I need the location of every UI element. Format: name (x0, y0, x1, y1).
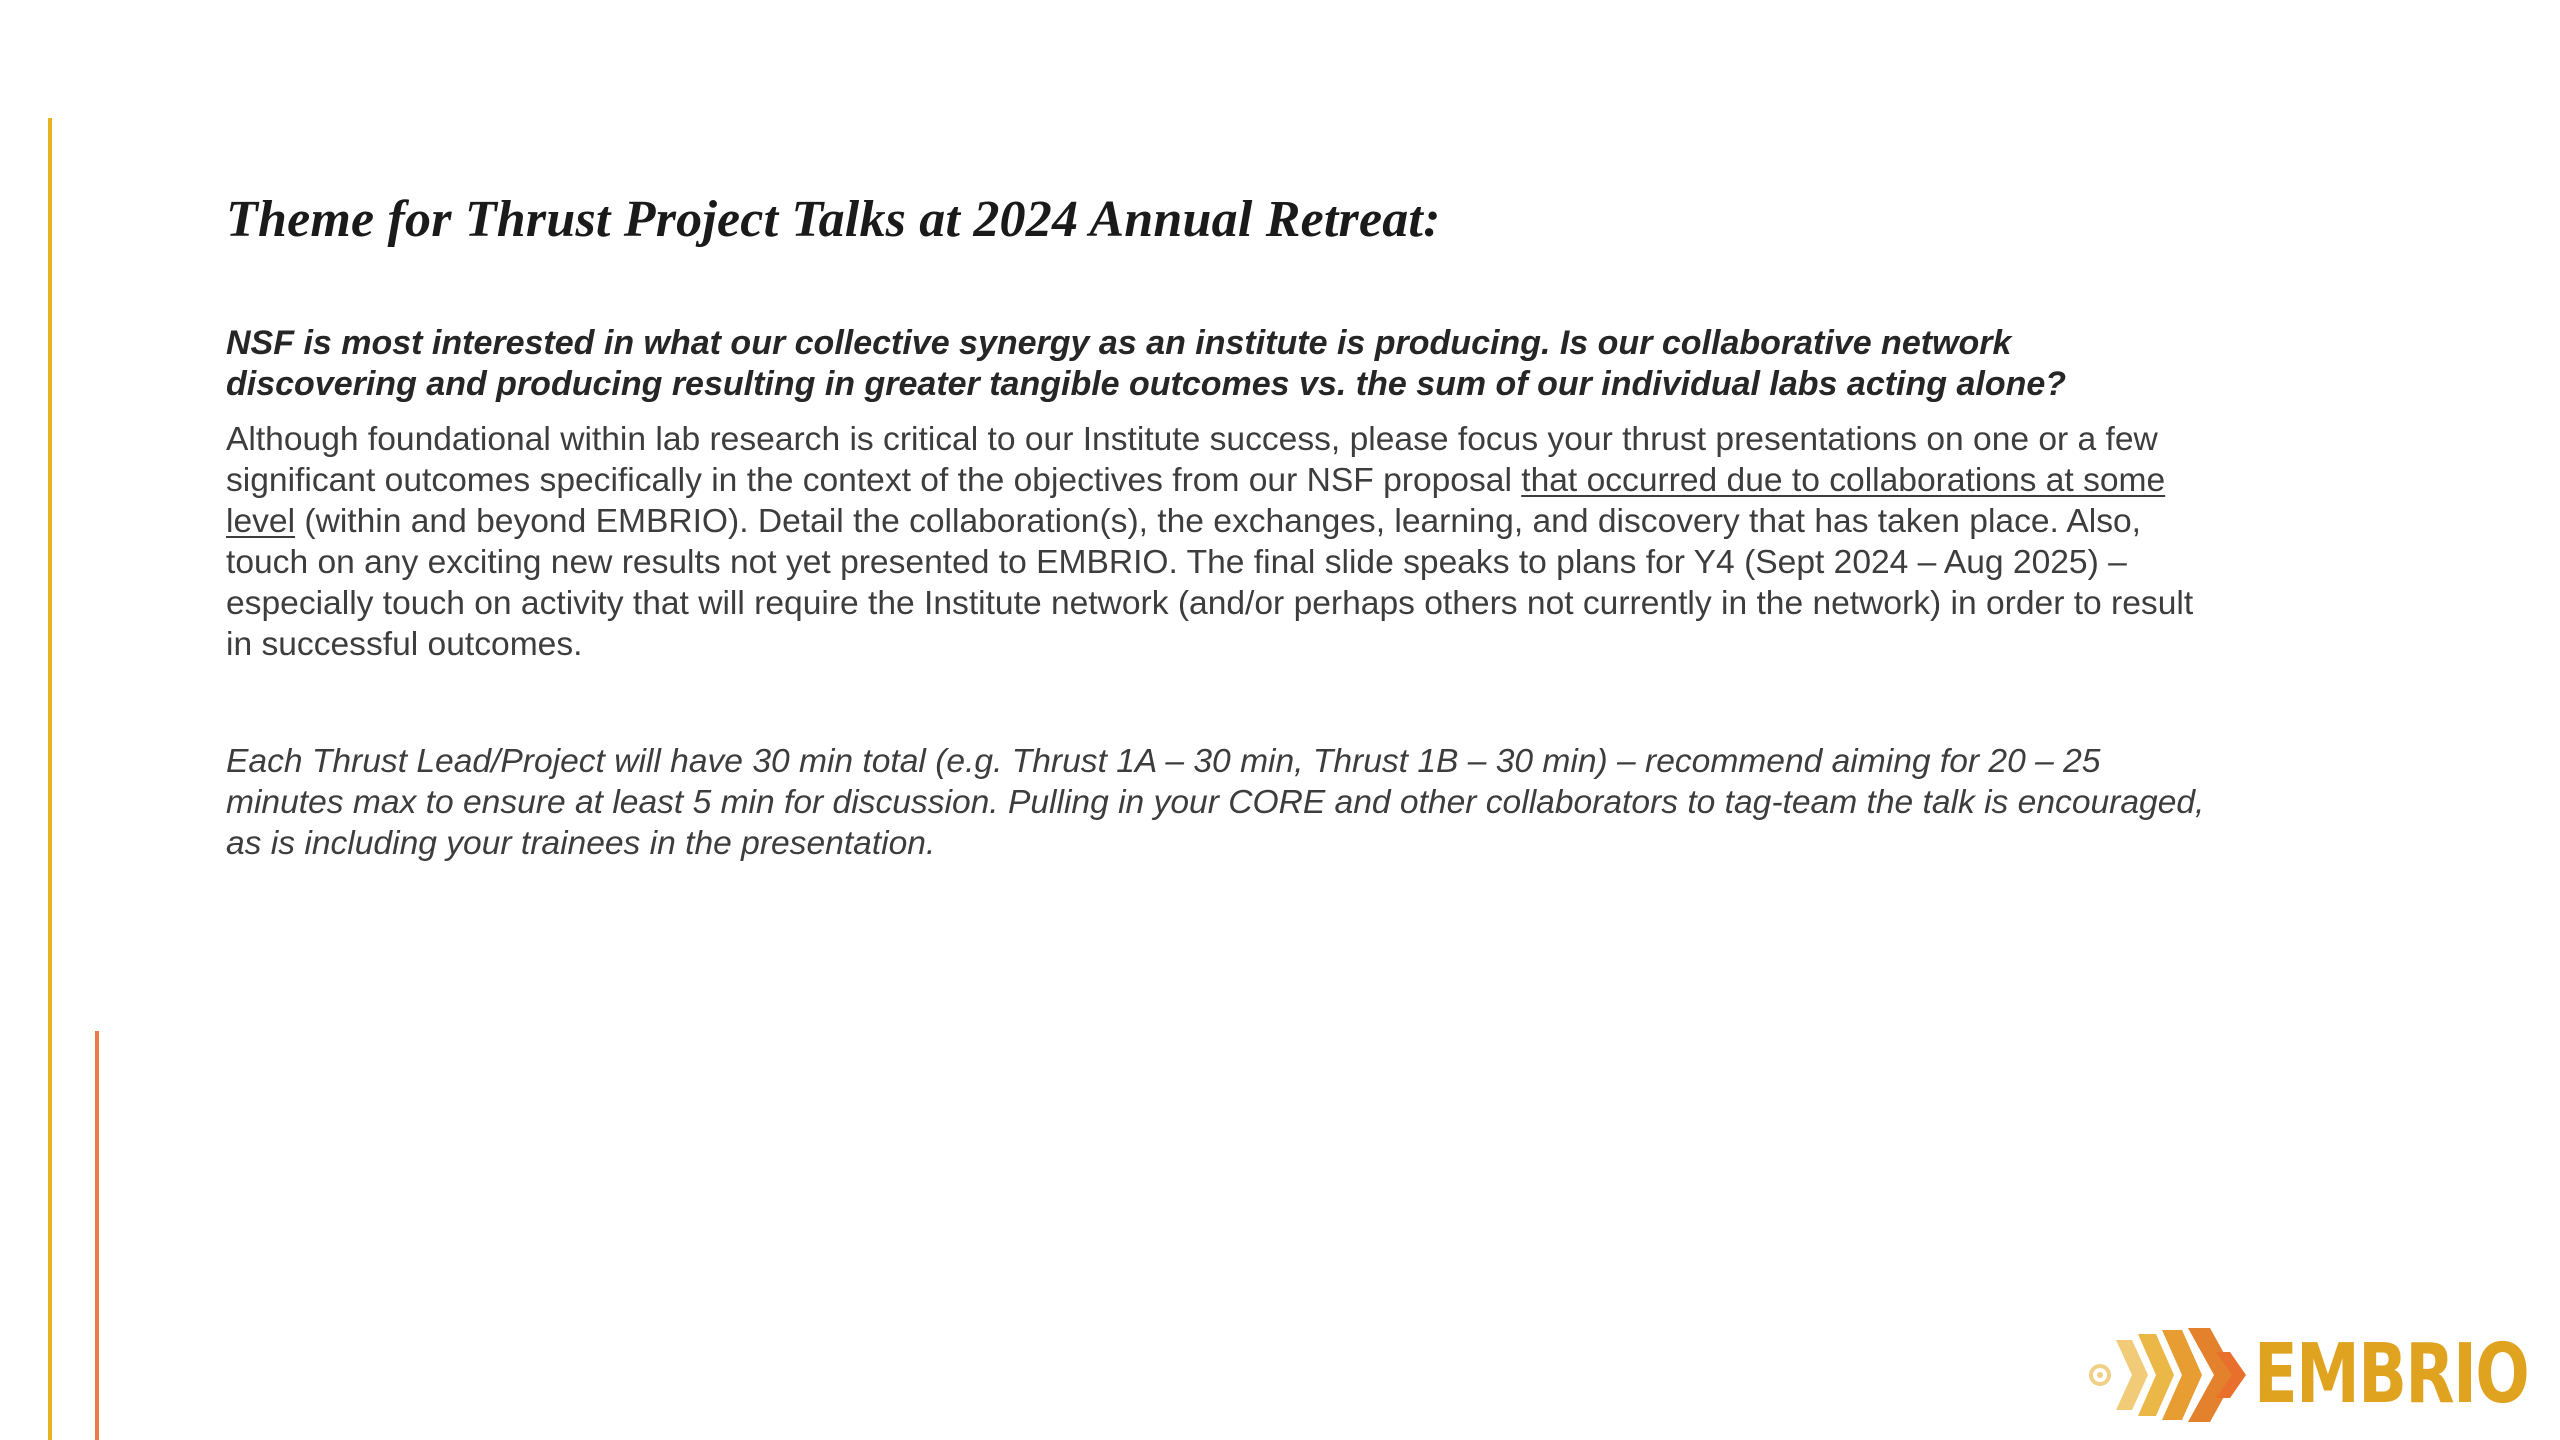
body-text-underlined: that occurred due to collaborations at some level (226, 462, 2166, 540)
slide-content (226, 190, 2226, 864)
lead-question: NSF is most interested in what our collective synergy as an institute is producing. Is our collaborative network discovering and producing resulting in greater tangible outcomes vs. the sum of our individual labs acting alone? (226, 324, 2067, 403)
accent-line-orange (95, 1031, 99, 1440)
slide-title: Theme for Thrust Project Talks at 2024 Annual Retreat: (226, 191, 1441, 248)
logo-wordmark: EMBRIO (2254, 1327, 2529, 1422)
body-paragraph (226, 419, 2226, 665)
timing-note: Each Thrust Lead/Project will have 30 min total (e.g. Thrust 1A – 30 min, Thrust 1B – 30 min) – recommend aiming for 20 – 25 minutes max to ensure at least 5 min for discussion. Pulling in your CORE and other collaborators to tag-team the talk is encouraged, as is including your trainees in the presentation. (226, 743, 2205, 862)
body-text-part2: (within and beyond EMBRIO). Detail the collaboration(s), the exchanges, learning, and discovery that has taken place. Also, touch on any exciting new results not yet presented to EMBRIO. The final slide speaks to plans for Y4 (Sept 2024 – Aug 2025) – especially touch on activity that will require the Institute network (and/or perhaps others not currently in the network) in order to result in successful outcomes. (226, 503, 2194, 663)
embrio-logo (2086, 1322, 2536, 1428)
embrio-chevron-logo-icon (2086, 1322, 2254, 1428)
accent-line-yellow (48, 118, 52, 1440)
body-text-part1: Although foundational within lab research is critical to our Institute success, please focus your thrust presentations on one or a few significant outcomes specifically in the context of the objectives from our NSF proposal (226, 421, 2158, 499)
